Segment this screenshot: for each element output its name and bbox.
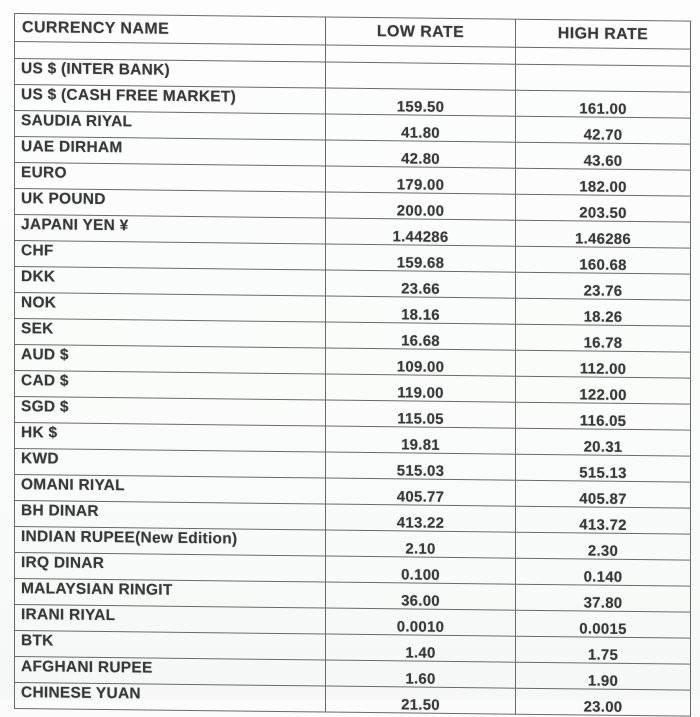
low-rate-value: 159.68 (396, 254, 445, 272)
low-rate-cell (326, 660, 516, 688)
currency-name-label: AFGHANI RUPEE (21, 658, 153, 677)
high-rate-value: 1.46286 (575, 230, 631, 248)
low-rate-cell (326, 400, 516, 428)
currency-name-label: CAD $ (21, 372, 69, 390)
low-rate-value: 115.05 (397, 410, 444, 428)
currency-name-cell (15, 163, 326, 193)
currency-name-label: NOK (21, 294, 57, 312)
currency-name-cell (15, 579, 326, 609)
low-rate-value: 19.81 (401, 436, 440, 454)
currency-name-label: BH DINAR (21, 502, 99, 520)
high-rate-cell (516, 454, 691, 482)
low-rate-cell (326, 556, 516, 584)
currency-name-label: INDIAN RUPEE(New Edition) (21, 528, 238, 548)
low-rate-cell (326, 582, 516, 610)
low-rate-value: 36.00 (401, 592, 440, 610)
low-rate-value: 16.68 (401, 332, 440, 350)
currency-name-cell (15, 423, 326, 453)
currency-name-cell (15, 501, 326, 531)
currency-name-label: KWD (21, 450, 59, 468)
currency-name-cell (15, 631, 326, 661)
high-rate-cell (516, 246, 691, 274)
high-rate-value: 23.76 (583, 282, 623, 300)
high-rate-cell (516, 350, 691, 378)
spacer-cell (516, 47, 691, 66)
high-rate-value: 413.72 (579, 516, 627, 534)
high-rate-value: 1.75 (587, 646, 619, 664)
high-rate-value: 112.00 (579, 360, 627, 378)
currency-name-label: CHINESE YUAN (21, 684, 141, 703)
currency-name-cell (15, 449, 326, 479)
low-rate-value: 0.0010 (396, 618, 445, 636)
currency-name-label: CHF (21, 242, 54, 260)
currency-name-label: BTK (21, 632, 54, 650)
high-rate-cell (516, 584, 691, 612)
high-rate-value: 1.90 (587, 672, 619, 690)
currency-name-cell (15, 553, 326, 583)
high-rate-value: 43.60 (583, 152, 623, 170)
currency-name-label: AUD $ (21, 346, 69, 364)
currency-name-cell (15, 215, 326, 245)
low-rate-cell (326, 504, 516, 532)
high-rate-value: 37.80 (583, 594, 623, 612)
high-rate-value: 18.26 (583, 308, 623, 326)
low-rate-cell (326, 478, 516, 506)
low-rate-value: 18.16 (401, 306, 440, 324)
low-rate-value: 159.50 (396, 98, 445, 116)
spacer-cell (326, 45, 516, 64)
currency-name-label: EURO (21, 164, 67, 182)
scan-skew-wrapper (14, 13, 691, 717)
low-rate-cell (326, 686, 516, 714)
currency-name-cell (15, 527, 326, 557)
currency-name-cell (15, 85, 326, 115)
high-rate-value: 2.30 (587, 542, 619, 560)
currency-rates-table (14, 13, 691, 717)
currency-name-cell (15, 371, 326, 401)
high-rate-cell (516, 402, 691, 430)
low-rate-value: 413.22 (396, 514, 445, 532)
low-rate-cell (326, 296, 516, 324)
currency-name-label: IRQ DINAR (21, 554, 105, 573)
high-rate-cell (516, 662, 691, 690)
high-rate-value: 0.140 (583, 568, 623, 586)
high-rate-cell (516, 324, 691, 352)
low-rate-value: 1.44286 (392, 228, 449, 246)
low-rate-cell (326, 322, 516, 350)
currency-name-cell (15, 605, 326, 635)
low-rate-value: 515.03 (396, 462, 445, 480)
high-rate-cell (516, 688, 691, 716)
high-rate-cell (516, 506, 691, 534)
currency-name-cell (15, 111, 326, 141)
high-rate-cell (516, 168, 691, 196)
currency-name-cell (15, 683, 326, 713)
currency-name-label: UK POUND (21, 190, 106, 209)
low-rate-cell (326, 452, 516, 480)
low-rate-cell (326, 270, 516, 298)
currency-name-cell (15, 189, 326, 219)
low-rate-cell (326, 426, 516, 454)
low-rate-value: 200.00 (396, 202, 445, 220)
low-rate-cell (326, 62, 516, 90)
high-rate-cell (516, 428, 691, 456)
currency-name-label: SAUDIA RIYAL (21, 112, 133, 131)
currency-name-cell (15, 267, 326, 297)
high-rate-value: 116.05 (579, 412, 627, 430)
currency-name-label: JAPANI YEN ¥ (21, 216, 129, 235)
high-rate-value: 405.87 (579, 490, 627, 508)
high-rate-value: 16.78 (583, 334, 623, 352)
high-rate-cell (516, 90, 691, 118)
high-rate-value: 515.13 (579, 464, 627, 482)
low-rate-value: 119.00 (397, 384, 444, 402)
currency-name-cell (15, 137, 326, 167)
low-rate-value: 23.66 (401, 280, 440, 298)
low-rate-cell (326, 244, 516, 272)
low-rate-cell (326, 608, 516, 636)
low-rate-cell (326, 634, 516, 662)
currency-name-label: DKK (21, 268, 56, 286)
currency-name-label: UAE DIRHAM (21, 138, 123, 157)
low-rate-cell (326, 530, 516, 558)
currency-name-label: HK $ (21, 424, 58, 442)
currency-name-cell (15, 59, 326, 89)
low-rate-cell (326, 166, 516, 194)
high-rate-cell (516, 610, 691, 638)
low-rate-value: 2.10 (405, 540, 436, 558)
low-rate-value: 0.100 (401, 566, 440, 584)
currency-name-label: US $ (CASH FREE MARKET) (21, 86, 237, 106)
high-rate-cell (516, 116, 691, 144)
low-rate-value: 21.50 (401, 696, 440, 714)
high-rate-value: 23.00 (583, 698, 623, 716)
low-rate-cell (326, 192, 516, 220)
low-rate-value: 1.40 (405, 644, 436, 662)
low-rate-cell (326, 140, 516, 168)
currency-name-cell (15, 345, 326, 375)
high-rate-value: 203.50 (579, 204, 627, 222)
currency-name-cell (15, 657, 326, 687)
header-high-rate: HIGH RATE (516, 19, 691, 49)
low-rate-cell (326, 114, 516, 142)
high-rate-cell (516, 532, 691, 560)
high-rate-cell (516, 194, 691, 222)
low-rate-cell (326, 218, 516, 246)
high-rate-value: 0.0015 (579, 620, 627, 638)
low-rate-cell (326, 374, 516, 402)
currency-name-cell (15, 319, 326, 349)
high-rate-value: 182.00 (579, 178, 627, 196)
table-body (15, 59, 691, 717)
header-currency-name: CURRENCY NAME (15, 14, 326, 46)
low-rate-value: 42.80 (401, 150, 440, 168)
currency-name-cell (15, 293, 326, 323)
high-rate-cell (516, 220, 691, 248)
currency-name-label: OMANI RIYAL (21, 476, 125, 495)
high-rate-value: 20.31 (583, 438, 623, 456)
low-rate-cell (326, 88, 516, 116)
currency-name-cell (15, 475, 326, 505)
high-rate-value: 122.00 (579, 386, 627, 404)
high-rate-cell (516, 298, 691, 326)
low-rate-value: 405.77 (396, 488, 445, 506)
currency-name-label: SGD $ (21, 398, 69, 416)
currency-name-label: IRANI RIYAL (21, 606, 116, 625)
high-rate-cell (516, 480, 691, 508)
currency-name-label: SEK (21, 320, 54, 338)
high-rate-cell (516, 142, 691, 170)
high-rate-cell (516, 558, 691, 586)
currency-name-label: US $ (INTER BANK) (21, 60, 170, 79)
currency-name-cell (15, 241, 326, 271)
high-rate-cell (516, 636, 691, 664)
low-rate-value: 1.60 (405, 670, 436, 688)
high-rate-value: 160.68 (579, 256, 627, 274)
high-rate-value: 161.00 (579, 100, 627, 118)
currency-name-cell (15, 397, 326, 427)
header-low-rate: LOW RATE (326, 17, 516, 47)
low-rate-value: 109.00 (396, 358, 445, 376)
high-rate-cell (516, 272, 691, 300)
high-rate-value: 42.70 (583, 126, 623, 144)
currency-name-label: MALAYSIAN RINGIT (21, 580, 173, 599)
low-rate-value: 41.80 (401, 124, 440, 142)
low-rate-cell (326, 348, 516, 376)
high-rate-cell (516, 376, 691, 404)
high-rate-cell (516, 64, 691, 92)
low-rate-value: 179.00 (396, 176, 445, 194)
